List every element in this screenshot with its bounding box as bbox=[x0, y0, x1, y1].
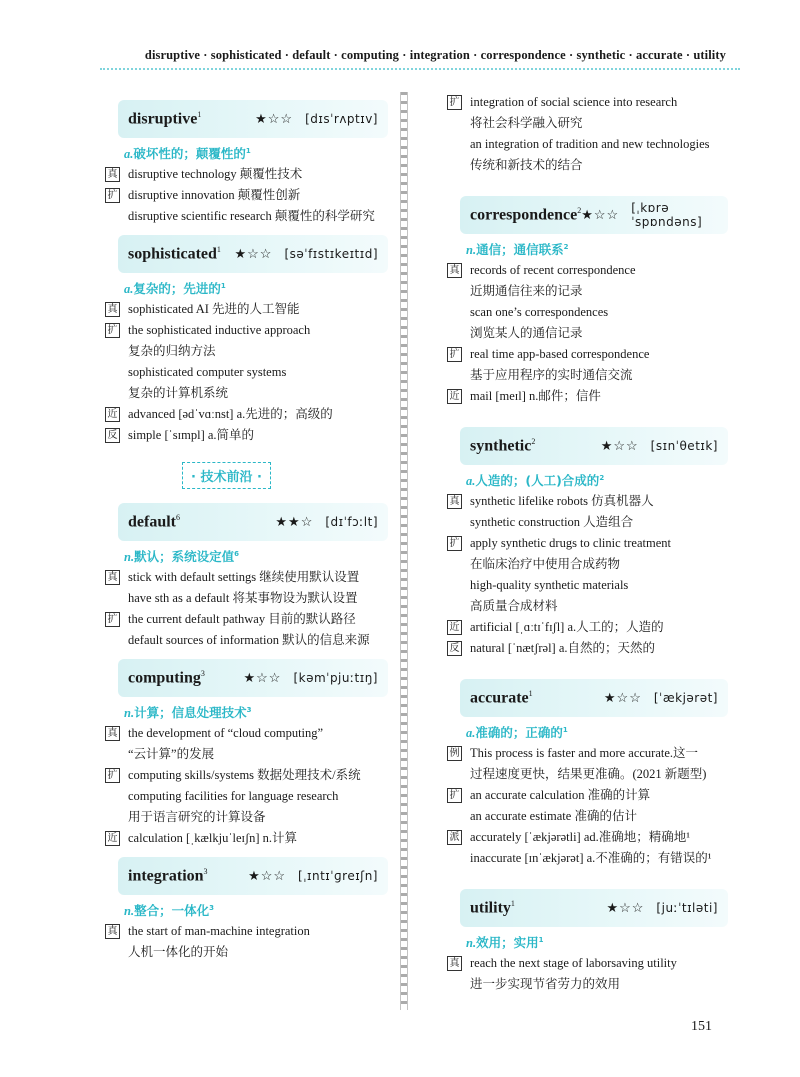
definition: n.计算；信息处理技术$^3$ bbox=[124, 705, 252, 720]
entry-text: an accurate estimate 准确的估计 bbox=[470, 809, 637, 823]
label-badge: 真 bbox=[105, 167, 120, 182]
entry-text: stick with default settings 继续使用默认设置 bbox=[128, 570, 360, 584]
feature-label: · 技术前沿 · bbox=[182, 462, 271, 489]
headword-box bbox=[460, 889, 728, 927]
label-badge: 真 bbox=[447, 956, 462, 971]
entry-text: inaccurate [ɪnˈækjərət] a.不准确的；有错误的¹ bbox=[470, 851, 712, 865]
entry-text: This process is faster and more accurate.这一 bbox=[470, 746, 699, 760]
entry-line bbox=[442, 638, 742, 659]
frequency-mark: 2 bbox=[531, 436, 536, 446]
headword-box bbox=[118, 100, 388, 138]
header-rule bbox=[100, 68, 740, 70]
entry-line bbox=[442, 323, 742, 344]
entry-line bbox=[442, 974, 742, 995]
entry-text: accurately [ˈækjərətli] ad.准确地；精确地¹ bbox=[470, 830, 690, 844]
entry-text: integration of social science into research bbox=[470, 95, 678, 109]
headword: sophisticated$^1$ bbox=[128, 244, 221, 263]
label-badge: 反 bbox=[105, 428, 120, 443]
entry-text: 浏览某人的通信记录 bbox=[470, 326, 583, 340]
phonetic: [ˌɪntɪˈɡreɪʃn] bbox=[298, 869, 378, 883]
entry-text: “云计算”的发展 bbox=[128, 747, 215, 761]
frequency-mark: 6 bbox=[176, 512, 180, 522]
headword-box bbox=[118, 235, 388, 273]
headword-box bbox=[118, 503, 388, 541]
label-badge: 真 bbox=[447, 494, 462, 509]
entry-line bbox=[442, 344, 742, 365]
entry-line bbox=[442, 302, 742, 323]
right-column bbox=[442, 92, 742, 995]
headword: integration$^3$ bbox=[128, 866, 208, 885]
page-number: 151 bbox=[691, 1019, 712, 1034]
frequency-mark: 1 bbox=[216, 244, 221, 254]
entry-line bbox=[100, 164, 390, 185]
entry-text: 近期通信往来的记录 bbox=[470, 284, 583, 298]
entry-line bbox=[442, 512, 742, 533]
entry-text: real time app-based correspondence bbox=[470, 347, 650, 361]
definition: n.整合；一体化$^3$ bbox=[124, 903, 214, 918]
label-badge: 扩 bbox=[447, 536, 462, 551]
entry-line bbox=[442, 155, 742, 176]
phonetic: [ˈækjərət] bbox=[653, 691, 718, 705]
phonetic: [kəmˈpjuːtɪŋ] bbox=[293, 671, 378, 685]
entry-text: 进一步实现节省劳力的效用 bbox=[470, 977, 621, 991]
entry-line bbox=[100, 765, 390, 786]
definition: n.通信；通信联系$^2$ bbox=[466, 242, 569, 257]
entry-text: high-quality synthetic materials bbox=[470, 578, 629, 592]
entry-text: sophisticated computer systems bbox=[128, 365, 287, 379]
headword: correspondence$^2$ bbox=[470, 205, 582, 224]
label-badge: 近 bbox=[447, 620, 462, 635]
label-badge: 真 bbox=[105, 726, 120, 741]
headword: accurate$^1$ bbox=[470, 688, 533, 707]
entry-line bbox=[100, 786, 390, 807]
phonetic: [dɪˈfɔːlt] bbox=[325, 515, 378, 529]
headword: utility$^1$ bbox=[470, 898, 515, 917]
entry-line bbox=[442, 953, 742, 974]
entry-text: reach the next stage of laborsaving utility bbox=[470, 956, 677, 970]
entry-gap bbox=[442, 176, 742, 188]
entry-text: mail [meɪl] n.邮件；信件 bbox=[470, 389, 601, 403]
star-rating: ★☆☆ bbox=[248, 868, 287, 883]
column-divider bbox=[400, 92, 408, 1010]
entry-text: the development of “cloud computing” bbox=[128, 726, 324, 740]
entry-text: default sources of information 默认的信息来源 bbox=[128, 633, 370, 647]
entry-text: 过程速度更快，结果更准确。(2021 新题型) bbox=[470, 767, 707, 781]
entry-line bbox=[442, 281, 742, 302]
entry-line bbox=[100, 807, 390, 828]
entry-line bbox=[100, 299, 390, 320]
star-rating: ★☆☆ bbox=[600, 438, 639, 453]
entry-text: apply synthetic drugs to clinic treatment bbox=[470, 536, 671, 550]
entry-line bbox=[100, 425, 390, 446]
entry-line bbox=[100, 404, 390, 425]
headword-box bbox=[460, 427, 728, 465]
entry-line bbox=[100, 206, 390, 227]
label-badge: 真 bbox=[105, 570, 120, 585]
label-badge: 扩 bbox=[105, 612, 120, 627]
entry-line bbox=[100, 567, 390, 588]
star-rating: ★☆☆ bbox=[255, 111, 294, 126]
entry-text: have sth as a default 将某事物设为默认设置 bbox=[128, 591, 358, 605]
entry-line bbox=[442, 806, 742, 827]
entry-line bbox=[100, 588, 390, 609]
entry-line bbox=[442, 785, 742, 806]
entry-text: computing facilities for language research bbox=[128, 789, 339, 803]
entry-text: scan one’s correspondences bbox=[470, 305, 609, 319]
phonetic: [ˌkɒrəˈspɒndəns] bbox=[631, 201, 703, 229]
entry-gap bbox=[442, 659, 742, 671]
entry-gap bbox=[442, 407, 742, 419]
frequency-mark: 3 bbox=[200, 668, 205, 678]
entry-line bbox=[442, 533, 742, 554]
entry-line bbox=[100, 383, 390, 404]
headword-box bbox=[118, 857, 388, 895]
entry-text: calculation [ˌkælkjuˈleɪʃn] n.计算 bbox=[128, 831, 298, 845]
entry-line bbox=[442, 596, 742, 617]
label-badge: 真 bbox=[447, 263, 462, 278]
entry-text: 复杂的归纳方法 bbox=[128, 344, 216, 358]
entry-text: records of recent correspondence bbox=[470, 263, 636, 277]
definition: a.准确的；正确的$^1$ bbox=[466, 725, 568, 740]
entry-text: 基于应用程序的实时通信交流 bbox=[470, 368, 633, 382]
entry-line bbox=[442, 764, 742, 785]
entry-line bbox=[442, 386, 742, 407]
label-badge: 例 bbox=[447, 746, 462, 761]
headword-box bbox=[460, 679, 728, 717]
star-rating: ★☆☆ bbox=[581, 207, 620, 222]
entry-text: advanced [ədˈvɑːnst] a.先进的；高级的 bbox=[128, 407, 333, 421]
definition: n.默认；系统设定值$^6$ bbox=[124, 549, 239, 564]
label-badge: 真 bbox=[105, 302, 120, 317]
headword-box bbox=[118, 659, 388, 697]
entry-text: computing skills/systems 数据处理技术/系统 bbox=[128, 768, 361, 782]
entry-text: an accurate calculation 准确的计算 bbox=[470, 788, 651, 802]
entry-text: 用于语言研究的计算设备 bbox=[128, 810, 266, 824]
entry-text: 复杂的计算机系统 bbox=[128, 386, 229, 400]
entry-line bbox=[442, 743, 742, 764]
entry-text: 人机一体化的开始 bbox=[128, 945, 229, 959]
star-rating: ★☆☆ bbox=[603, 690, 642, 705]
page-header: disruptive · sophisticated · default · computing · integration · correspondence · synthetic · accurate · utility bbox=[144, 48, 726, 62]
entry-line bbox=[442, 134, 742, 155]
label-badge: 扩 bbox=[105, 323, 120, 338]
label-badge: 扩 bbox=[105, 188, 120, 203]
entry-text: synthetic construction 人造组合 bbox=[470, 515, 634, 529]
definition: n.效用；实用$^1$ bbox=[466, 935, 544, 950]
label-badge: 扩 bbox=[447, 347, 462, 362]
phonetic: [sɪnˈθetɪk] bbox=[650, 439, 718, 453]
headword-box bbox=[460, 196, 728, 234]
label-badge: 近 bbox=[447, 389, 462, 404]
entry-line bbox=[100, 630, 390, 651]
definition: a.复杂的；先进的$^1$ bbox=[124, 281, 226, 296]
entry-text: an integration of tradition and new technologies bbox=[470, 137, 710, 151]
entry-line bbox=[442, 575, 742, 596]
entry-line bbox=[100, 185, 390, 206]
entry-line bbox=[442, 554, 742, 575]
entry-line bbox=[442, 848, 742, 869]
frequency-mark: 2 bbox=[577, 205, 582, 215]
entry-text: synthetic lifelike robots 仿真机器人 bbox=[470, 494, 654, 508]
entry-line bbox=[442, 491, 742, 512]
entry-text: 在临床治疗中使用合成药物 bbox=[470, 557, 621, 571]
entry-line bbox=[442, 617, 742, 638]
entry-text: the sophisticated inductive approach bbox=[128, 323, 311, 337]
headword: default$^6$ bbox=[128, 512, 180, 531]
label-badge: 扩 bbox=[447, 95, 462, 110]
definition: a.破坏性的；颠覆性的$^1$ bbox=[124, 146, 251, 161]
phonetic: [səˈfɪstɪkeɪtɪd] bbox=[284, 247, 378, 261]
label-badge: 真 bbox=[105, 924, 120, 939]
label-badge: 反 bbox=[447, 641, 462, 656]
label-badge: 扩 bbox=[105, 768, 120, 783]
headword: computing$^3$ bbox=[128, 668, 205, 687]
entry-text: simple [ˈsɪmpl] a.简单的 bbox=[128, 428, 255, 442]
entry-text: 高质量合成材料 bbox=[470, 599, 558, 613]
entry-line bbox=[442, 260, 742, 281]
star-rating: ★☆☆ bbox=[243, 670, 282, 685]
phonetic: [juːˈtɪləti] bbox=[656, 901, 718, 915]
entry-line bbox=[100, 921, 390, 942]
frequency-mark: 1 bbox=[510, 898, 515, 908]
entry-text: 传统和新技术的结合 bbox=[470, 158, 583, 172]
frequency-mark: 1 bbox=[528, 688, 533, 698]
label-badge: 派 bbox=[447, 830, 462, 845]
entry-line bbox=[100, 320, 390, 341]
label-badge: 扩 bbox=[447, 788, 462, 803]
entry-line bbox=[100, 609, 390, 630]
left-column bbox=[100, 92, 390, 963]
headword: synthetic$^2$ bbox=[470, 436, 536, 455]
entry-text: the start of man-machine integration bbox=[128, 924, 310, 938]
headword: disruptive$^1$ bbox=[128, 109, 202, 128]
frequency-mark: 1 bbox=[197, 109, 202, 119]
entry-text: the current default pathway 目前的默认路径 bbox=[128, 612, 356, 626]
phonetic: [dɪsˈrʌptɪv] bbox=[305, 112, 378, 126]
entry-text: sophisticated AI 先进的人工智能 bbox=[128, 302, 300, 316]
entry-line bbox=[100, 341, 390, 362]
label-badge: 近 bbox=[105, 407, 120, 422]
entry-text: 将社会科学融入研究 bbox=[470, 116, 583, 130]
entry-line bbox=[100, 828, 390, 849]
entry-line bbox=[100, 744, 390, 765]
entry-line bbox=[442, 92, 742, 113]
entry-line bbox=[442, 827, 742, 848]
star-rating: ★★☆ bbox=[275, 514, 314, 529]
entry-line bbox=[442, 113, 742, 134]
entry-line bbox=[100, 942, 390, 963]
entry-line bbox=[442, 365, 742, 386]
entry-text: disruptive innovation 颠覆性创新 bbox=[128, 188, 301, 202]
entry-text: natural [ˈnætʃrəl] a.自然的；天然的 bbox=[470, 641, 656, 655]
star-rating: ★☆☆ bbox=[234, 246, 273, 261]
entry-text: disruptive technology 颠覆性技术 bbox=[128, 167, 303, 181]
star-rating: ★☆☆ bbox=[606, 900, 645, 915]
entry-text: disruptive scientific research 颠覆性的科学研究 bbox=[128, 209, 375, 223]
frequency-mark: 3 bbox=[203, 866, 208, 876]
entry-text: artificial [ˌɑːtɪˈfɪʃl] a.人工的；人造的 bbox=[470, 620, 664, 634]
label-badge: 近 bbox=[105, 831, 120, 846]
definition: a.人造的；(人工)合成的$^2$ bbox=[466, 473, 605, 488]
entry-line bbox=[100, 362, 390, 383]
entry-line bbox=[100, 723, 390, 744]
entry-gap bbox=[442, 869, 742, 881]
